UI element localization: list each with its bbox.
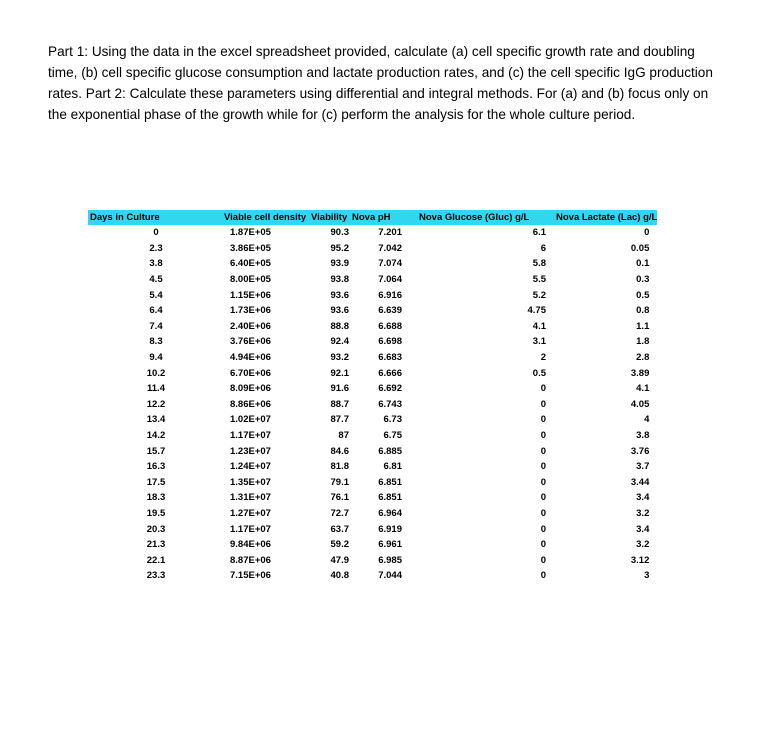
table-row	[88, 568, 657, 584]
cell-lactate: 1.1	[636, 320, 650, 332]
cell-lactate: 0.05	[630, 242, 650, 254]
table-row	[88, 319, 657, 335]
table-row	[88, 365, 657, 381]
cell-days: 8.3	[149, 336, 163, 348]
cell-viability: 92.4	[330, 336, 349, 348]
cell-glucose: 4.1	[532, 320, 546, 332]
cell-viability: 87.7	[330, 414, 349, 426]
cell-ph: 6.985	[378, 554, 402, 566]
cell-viable-cell-density: 1.27E+07	[230, 507, 271, 519]
cell-viability: 88.8	[330, 320, 349, 332]
cell-viability: 93.8	[330, 274, 349, 286]
cell-viable-cell-density: 8.87E+06	[230, 554, 271, 566]
cell-ph: 6.961	[378, 539, 402, 551]
cell-days: 3.8	[149, 258, 163, 270]
cell-viability: 81.8	[330, 461, 349, 473]
cell-lactate: 3	[644, 570, 650, 582]
cell-ph: 6.743	[378, 398, 402, 410]
cell-days: 9.4	[149, 352, 163, 364]
cell-viable-cell-density: 8.00E+05	[230, 274, 271, 286]
cell-days: 20.3	[146, 523, 166, 535]
cell-viable-cell-density: 4.94E+06	[230, 352, 271, 364]
cell-glucose: 0	[540, 507, 546, 519]
table-row	[88, 241, 657, 257]
cell-glucose: 2	[540, 352, 546, 364]
cell-glucose: 0	[540, 461, 546, 473]
cell-days: 17.5	[146, 476, 166, 488]
cell-ph: 6.75	[383, 430, 402, 442]
cell-viability: 84.6	[330, 445, 349, 457]
cell-ph: 6.666	[378, 367, 402, 379]
table-row	[88, 350, 657, 366]
cell-viable-cell-density: 3.86E+05	[230, 242, 271, 254]
cell-viability: 88.7	[330, 398, 349, 410]
cell-lactate: 0.5	[636, 289, 650, 301]
header-viable-cell-density: Viable cell density	[224, 210, 311, 225]
cell-glucose: 0	[540, 492, 546, 504]
cell-glucose: 4.75	[527, 305, 546, 317]
cell-viability: 87	[338, 430, 349, 442]
cell-days: 4.5	[149, 274, 163, 286]
cell-glucose: 6.1	[532, 227, 546, 239]
cell-viability: 93.6	[330, 305, 349, 317]
table-row	[88, 552, 657, 568]
cell-days: 13.4	[146, 414, 166, 426]
table-row	[88, 428, 657, 444]
cell-lactate: 0.8	[636, 305, 650, 317]
cell-viability: 76.1	[330, 492, 349, 504]
cell-ph: 7.042	[378, 242, 402, 254]
cell-ph: 7.044	[378, 570, 402, 582]
cell-days: 6.4	[149, 305, 163, 317]
cell-glucose: 0.5	[532, 367, 546, 379]
cell-days: 12.2	[146, 398, 166, 410]
cell-days: 23.3	[146, 570, 166, 582]
cell-viability: 63.7	[330, 523, 349, 535]
cell-viable-cell-density: 8.09E+06	[230, 383, 271, 395]
header-viability: Viability	[311, 210, 352, 225]
cell-viable-cell-density: 1.23E+07	[230, 445, 271, 457]
cell-glucose: 0	[540, 539, 546, 551]
cell-viable-cell-density: 8.86E+06	[230, 398, 271, 410]
cell-days: 10.2	[146, 367, 166, 379]
cell-viable-cell-density: 1.73E+06	[230, 305, 271, 317]
cell-ph: 6.851	[378, 476, 402, 488]
cell-ph: 6.919	[378, 523, 402, 535]
cell-lactate: 4.05	[630, 398, 650, 410]
cell-viability: 72.7	[330, 507, 349, 519]
table-row	[88, 225, 657, 241]
table-row	[88, 303, 657, 319]
cell-lactate: 3.7	[636, 461, 650, 473]
cell-ph: 6.692	[378, 383, 402, 395]
cell-lactate: 0.1	[636, 258, 650, 270]
cell-days: 19.5	[146, 507, 166, 519]
table-row	[88, 443, 657, 459]
table-body	[88, 225, 657, 584]
cell-glucose: 0	[540, 570, 546, 582]
cell-viability: 95.2	[330, 242, 349, 254]
cell-days: 5.4	[149, 289, 163, 301]
cell-glucose: 6	[540, 242, 546, 254]
cell-days: 7.4	[149, 320, 163, 332]
cell-lactate: 3.2	[636, 539, 650, 551]
table-row	[88, 459, 657, 475]
table-row	[88, 287, 657, 303]
cell-viable-cell-density: 1.15E+06	[230, 289, 271, 301]
cell-viable-cell-density: 2.40E+06	[230, 320, 271, 332]
cell-ph: 7.074	[378, 258, 402, 270]
cell-viable-cell-density: 7.15E+06	[230, 570, 271, 582]
header-glucose: Nova Glucose (Gluc) g/L	[419, 210, 556, 225]
cell-ph: 6.639	[378, 305, 402, 317]
cell-viability: 40.8	[330, 570, 349, 582]
cell-glucose: 0	[540, 430, 546, 442]
cell-lactate: 0	[644, 227, 650, 239]
cell-ph: 6.688	[378, 320, 402, 332]
cell-ph: 6.916	[378, 289, 402, 301]
table-row	[88, 334, 657, 350]
cell-lactate: 1.8	[636, 336, 650, 348]
cell-lactate: 3.4	[636, 492, 650, 504]
cell-viable-cell-density: 9.84E+06	[230, 539, 271, 551]
cell-days: 16.3	[146, 461, 166, 473]
cell-viable-cell-density: 3.76E+06	[230, 336, 271, 348]
cell-glucose: 0	[540, 554, 546, 566]
cell-lactate: 3.2	[636, 507, 650, 519]
cell-viable-cell-density: 1.87E+05	[230, 227, 271, 239]
table-row	[88, 537, 657, 553]
table-row	[88, 521, 657, 537]
cell-ph: 6.851	[378, 492, 402, 504]
cell-ph: 6.81	[383, 461, 402, 473]
cell-viable-cell-density: 1.35E+07	[230, 476, 271, 488]
header-lactate: Nova Lactate (Lac) g/L	[556, 212, 658, 223]
table-row	[88, 381, 657, 397]
cell-viable-cell-density: 1.24E+07	[230, 461, 271, 473]
table-row	[88, 272, 657, 288]
cell-viability: 90.3	[330, 227, 349, 239]
cell-ph: 7.201	[378, 227, 402, 239]
cell-days: 11.4	[147, 383, 165, 395]
cell-days: 15.7	[146, 445, 166, 457]
cell-lactate: 2.8	[636, 352, 650, 364]
cell-lactate: 0.3	[636, 274, 650, 286]
cell-viability: 93.9	[330, 258, 349, 270]
cell-viability: 59.2	[330, 539, 349, 551]
cell-viable-cell-density: 6.40E+05	[230, 258, 271, 270]
cell-glucose: 5.5	[532, 274, 546, 286]
cell-glucose: 3.1	[532, 336, 546, 348]
cell-glucose: 0	[540, 398, 546, 410]
cell-lactate: 4.1	[636, 383, 650, 395]
cell-glucose: 0	[540, 476, 546, 488]
cell-days: 22.1	[146, 554, 166, 566]
cell-viability: 79.1	[330, 476, 349, 488]
cell-glucose: 0	[540, 414, 546, 426]
cell-ph: 6.885	[378, 445, 402, 457]
question-text: Part 1: Using the data in the excel spreadsheet provided, calculate (a) cell specific growth rate and doubling time, (b) cell specific glucose consumption and lactate production rates, and (c) the cell specific IgG production rates. Part 2: Calculate these parameters using differential and integral methods. For (a) and (b) focus only on the exponential phase of the growth while for (c) perform the analysis for the whole culture period.	[48, 44, 713, 122]
cell-glucose: 0	[540, 523, 546, 535]
cell-viable-cell-density: 1.17E+07	[230, 430, 271, 442]
cell-viable-cell-density: 1.02E+07	[230, 414, 271, 426]
cell-viability: 93.6	[330, 289, 349, 301]
cell-ph: 7.064	[378, 274, 402, 286]
header-days: Days in Culture	[88, 210, 224, 225]
cell-viability: 92.1	[330, 367, 349, 379]
cell-glucose: 0	[540, 383, 546, 395]
cell-viable-cell-density: 1.31E+07	[230, 492, 271, 504]
cell-days: 18.3	[146, 492, 166, 504]
cell-ph: 6.698	[378, 336, 402, 348]
table-row	[88, 506, 657, 522]
cell-viable-cell-density: 1.17E+07	[230, 523, 271, 535]
cell-days: 14.2	[146, 430, 166, 442]
cell-viability: 93.2	[330, 352, 349, 364]
cell-lactate: 3.8	[636, 430, 650, 442]
cell-lactate: 3.44	[630, 476, 650, 488]
cell-viable-cell-density: 6.70E+06	[230, 367, 271, 379]
cell-viability: 47.9	[330, 554, 349, 566]
cell-viability: 91.6	[330, 383, 349, 395]
cell-lactate: 3.89	[630, 367, 650, 379]
cell-ph: 6.964	[378, 507, 402, 519]
cell-glucose: 5.2	[532, 289, 546, 301]
cell-lactate: 4	[644, 414, 650, 426]
culture-data-table	[88, 210, 657, 584]
table-row	[88, 256, 657, 272]
table-header-row	[88, 210, 657, 225]
cell-glucose: 5.8	[532, 258, 546, 270]
table-row	[88, 397, 657, 413]
cell-lactate: 3.76	[630, 445, 650, 457]
cell-days: 2.3	[149, 242, 163, 254]
header-ph: Nova pH	[352, 210, 419, 225]
cell-days: 0	[153, 227, 159, 239]
cell-glucose: 0	[540, 445, 546, 457]
cell-lactate: 3.12	[630, 554, 650, 566]
cell-ph: 6.683	[378, 352, 402, 364]
cell-lactate: 3.4	[636, 523, 650, 535]
table-row	[88, 490, 657, 506]
table-row	[88, 412, 657, 428]
table-row	[88, 475, 657, 491]
cell-days: 21.3	[146, 539, 166, 551]
cell-ph: 6.73	[383, 414, 402, 426]
